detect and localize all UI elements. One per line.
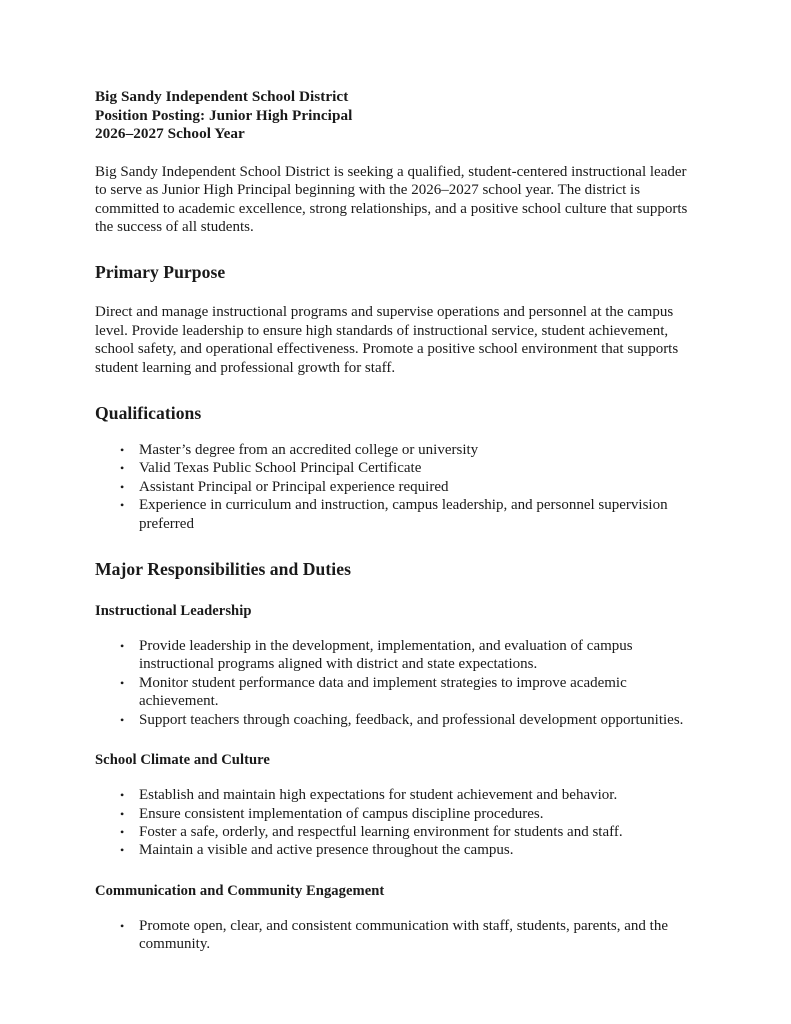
list-item <box>95 459 699 477</box>
list-item-text: • Promote open, clear, and consistent communication with staff, students, parents, and the community. <box>139 917 668 953</box>
instructional-leadership-list <box>95 637 699 729</box>
list-item <box>95 478 699 496</box>
school-year-line: 2026–2027 School Year <box>95 125 245 143</box>
heading-major-responsibilities: Major Responsibilities and Duties <box>95 559 351 580</box>
primary-purpose-paragraph: Direct and manage instructional programs and supervise operations and personnel at the campus level. Provide leadership to ensure high standards of instructional service, student achievement, school safety, and operational effectiveness. Promote a positive school environment that supports student learning and professional growth for staff. <box>95 304 679 376</box>
list-item <box>95 496 699 533</box>
list-item-text: • Monitor student performance data and implement strategies to improve academic achievement. <box>139 674 627 710</box>
list-item-text: • Valid Texas Public School Principal Certificate <box>139 460 422 477</box>
list-item-text: • Assistant Principal or Principal experience required <box>139 478 449 495</box>
document-title-block <box>95 88 699 144</box>
heading-school-climate-and-culture: School Climate and Culture <box>95 752 270 769</box>
list-item <box>95 805 699 823</box>
qualifications-list <box>95 441 699 533</box>
list-item <box>95 786 699 804</box>
list-item-text: • Foster a safe, orderly, and respectful learning environment for students and staff. <box>139 823 623 840</box>
heading-primary-purpose: Primary Purpose <box>95 262 226 283</box>
list-item <box>95 823 699 841</box>
district-name: Big Sandy Independent School District <box>95 88 349 105</box>
list-item-text: • Establish and maintain high expectations for student achievement and behavior. <box>139 787 618 804</box>
heading-communication-and-community-engagement: Communication and Community Engagement <box>95 882 385 899</box>
intro-paragraph: Big Sandy Independent School District is seeking a qualified, student-centered instructional leader to serve as Junior High Principal beginning with the 2026–2027 school year. The district is committed to academic excellence, strong relationships, and a positive school culture that supports the success of all students. <box>95 163 688 235</box>
list-item <box>95 711 699 729</box>
list-item-text: • Support teachers through coaching, feedback, and professional development opportunities. <box>139 711 684 728</box>
document-body <box>95 88 699 954</box>
list-item-text: • Experience in curriculum and instruction, campus leadership, and personnel supervision preferred <box>139 497 668 532</box>
list-item <box>95 441 699 459</box>
heading-qualifications: Qualifications <box>95 403 202 424</box>
list-item <box>95 637 699 674</box>
list-item-text: • Ensure consistent implementation of campus discipline procedures. <box>139 805 544 822</box>
list-item <box>95 841 699 859</box>
position-posting-line: Position Posting: Junior High Principal <box>95 106 353 124</box>
list-item-text: • Provide leadership in the development, implementation, and evaluation of campus instructional programs aligned with district and state expectations. <box>139 638 633 673</box>
list-item-text: • Master’s degree from an accredited college or university <box>139 442 479 459</box>
list-item-text: • Maintain a visible and active presence throughout the campus. <box>139 842 514 859</box>
school-climate-list <box>95 786 699 860</box>
heading-instructional-leadership: Instructional Leadership <box>95 603 252 620</box>
communication-list <box>95 917 699 954</box>
list-item <box>95 674 699 711</box>
list-item <box>95 917 699 954</box>
